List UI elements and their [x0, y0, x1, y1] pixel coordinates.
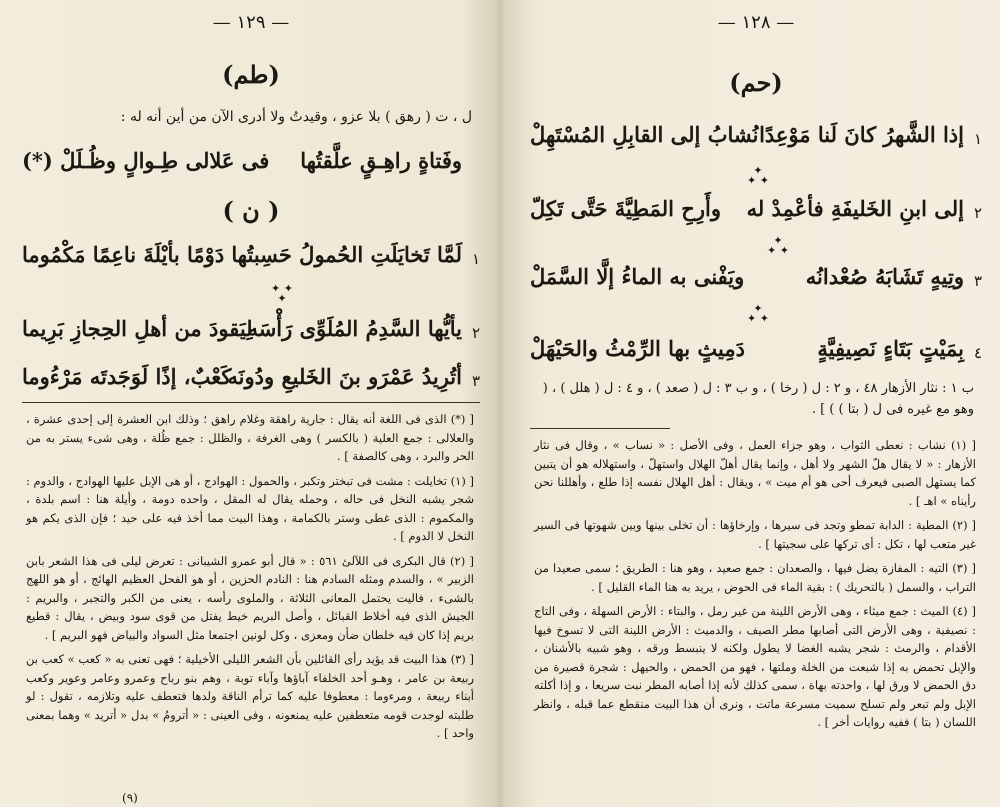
- verse-number: ١: [973, 130, 982, 148]
- hemistich-second: فى عَلالى طِـوالٍ وظُـلَلْ (*): [22, 148, 270, 173]
- verse-number: ٤: [973, 344, 982, 362]
- verse-number: ٢: [973, 204, 982, 222]
- hemistich-first: وفَتاةٍ راهِـقٍ علَّقتُها: [300, 148, 462, 173]
- verse-line-3: [530, 264, 982, 304]
- footnote: [ (١) تخايلت : مشت فى تبختر وتكبر ، والحمول : الهوادج ، أو هى الإبل عليها الهوادج ، والدوم : شجر يشبه النخل فى حاله ، وحمله يقال له المقل ، واحده دومة ، وأيلة هنا : اسم بلدة ، والمكموم : الذى غطى وستر بالكمامة ، وهذا البيت مما أخذ فيه على حيد ؛ فإن الذى يكم هو النخل لا الدوم ] .: [26, 473, 474, 543]
- footnote: [ (٣) هذا البيت قد يؤيد رأى القائلين بأن الشعر الليلى الأخيلية ؛ فهى تعنى به « كعب » كعب بن ربيعة بن عامر ، وهـو أحد الخلفاء آباؤها وآباء توبة ، وهم بنو رباح وعمرو وعامر وعوير وكعب أبناء ربيعة ، ومرءوما : معطوفا عليه كما ترأم الناقة ولدها فتعطف عليه وتلازمه ، تقول : لو طلبته لوجدت قومه متعطفين عليه يمنعونه ، وفى العينى : « أترومُ » بدل « أتريد » وهما بمعنى واحد ] .: [26, 652, 474, 740]
- verse-line-4: [530, 336, 982, 376]
- hemistich-first: يأيُّها السَّدِمُ المُلَوِّى رَأْسَه: [247, 316, 462, 341]
- footnote: [ (*) الذى فى اللغة أنه يقال : جارية راهقة وغلام راهق ؛ وذلك ابن العشرة إلى إحدى عشرة ، والعلالى : جمع العلية ( بالكسر ) وهى الغرفة ، والظلل : جمع ظُلة ، وهى شىء يستر به من الحر والبرد ، وهى كالصفة ] .: [26, 412, 474, 463]
- verse-line-2: [530, 196, 982, 236]
- page-number: — ١٢٨ —: [717, 12, 795, 33]
- verse-line-3: [22, 364, 480, 404]
- verse-line-1: [530, 122, 982, 162]
- hemistich-second: دَوْمًا بأيْلَةَ ناعِمًا مَكْمُوما: [22, 242, 225, 267]
- hemistich-second: ويَفْنى به الماءُ إلَّا السَّمَلْ: [530, 264, 745, 289]
- left-page: [22, 0, 480, 807]
- footnotes: [26, 410, 474, 749]
- hemistich-first: إذا الشَّهرُ كانَ لَنا مَوْعِدًا: [759, 122, 964, 147]
- notes-divider: [22, 402, 480, 403]
- verse-separator-ornament: ✦ ✦ ✦: [747, 164, 769, 187]
- sources-line: ب ١ : نثار الأزهار ٤٨ ، و ٢ : ل ( رخا ) ، و ب ٣ : ل ( صعد ) ، و ٤ : ل ( هلل ) ، ( وهو مع غيره فى ل ( بتا ) ) ] .: [542, 381, 974, 417]
- hemistich-second: وأَرِحِ المَطِيَّةَ حَتَّى تَكِلّ: [530, 196, 721, 221]
- intro-line: ل ، ت ( رهق ) بلا عزو ، وقيدتُ ولا أدرى الآن من أين أنه له :: [120, 109, 472, 125]
- verse-line-2: [22, 316, 480, 356]
- hemistich-first: إلى ابنِ الخَليفَةِ فأعْمِدْ له: [746, 196, 964, 221]
- footnote: [ (٣) التيه : المفازة يضل فيها ، والصعدان : جمع صعيد ، وهو هنا : الطريق ؛ سمى صعيدا من التراب ، والسمل ( بالتحريك ) : بقية الماء فى الحوض ، يريد به هنا الماء القليل ] .: [534, 561, 976, 594]
- verse-number: ٣: [973, 272, 982, 290]
- hemistich-second: لِيَقودَ من أهلِ الحِجازِ بَرِيما: [22, 316, 253, 341]
- hemistich-first: لَمَّا تَخايَلَتِ الحُمولُ حَسِبتُها: [231, 242, 462, 267]
- footnote: [ (٤) الميث : جمع ميثاء ، وهى الأرض اللينة من غير رمل ، والبتاء : الأرض السهلة ، وفى التاج : نصيفية ، وهى الأرض التى أصابها مطر الصيف ، والدميث : الأرض اللينة التى لا تسوخ فيها الأقدام ، والرمث : شجر يشبه الغضا لا يطول ولكنه لا ينبسط ورقه ، وهو شبيه بالأشنان ، والإبل تحمض به إذا شبعت من الخلة وملتها ، فهو من الحمض ، والحيهل : شجرة قصيرة من دق الحمض لا ورق لها ، واحدته بهاة ، سمى كذلك لأنه إذا أصابه المطر نبت سريعا ، و إذا أكلته الإبل ولم تبعر ولم تسلح سميت مسرعة ماتت ، ونرى أن هذا البيت منقطع عما قبله ، وانظر اللسان ( بتا ) ففيه روايات أخر ] .: [534, 604, 976, 729]
- verse-separator-ornament: ✦ ✦ ✦: [747, 302, 769, 325]
- notes-divider: [530, 428, 670, 429]
- hemistich-second: دَمِيثٍ بها الرِّمْثُ والحَيْهَلْ: [530, 336, 745, 361]
- footnote: [ (٢) قال البكرى فى اللآلئ ٥٦١ : « قال أبو عمرو الشيبانى : تعرض ليلى فى هذا الشعر بابن الزبير » ، والسدم ومثله السادم هنا : النادم الحزين ، أو هو الفحل العظيم الهائج ، أو هو اللهج بالشىء ، فاليت يحتمل المعانى الثلاثة ، والملوى رأسه ، يعنى من الكبر والتجبر ، والبريم : الجيش الذى فيه أخلاط القبائل ، وأصل البريم خيط يفتل من قوى سود وبيض ، يقال : قطيع بريم إذا كان فيه خلطان ضأن ومعزى ، وكل لونين اجتمعا مثل السواد والبياض فهو البريم ] .: [26, 553, 474, 642]
- hemistich-first: وتِيهٍ تَشَابَهُ صُعْدانُه: [805, 264, 964, 289]
- verse-separator-ornament: ✦ ✦ ✦: [271, 282, 293, 305]
- verse-number: ٢: [471, 324, 480, 342]
- hemistich-second: كَعْبٌ، إذًا لَوَجَدتَه مَرْءُوما: [22, 364, 232, 389]
- verse-line-0: [22, 148, 480, 188]
- hemistich-first: بِمَيْتٍ بَتَاءٍ نَصِيفِيَّةٍ: [817, 336, 964, 361]
- right-page: [530, 0, 982, 807]
- section-title-nun: ( ن ): [222, 196, 280, 225]
- verse-number: ١: [471, 250, 480, 268]
- footnotes: [534, 436, 976, 738]
- page-number: — ١٢٩ —: [212, 12, 290, 33]
- section-title-hm: (حم): [729, 68, 783, 97]
- signature-mark: (٩): [122, 791, 138, 805]
- verse-separator-ornament: ✦ ✦ ✦: [767, 234, 789, 257]
- verse-line-1: [22, 242, 480, 282]
- hemistich-second: نُشابُ إلى القابِلِ المُسْتَهِلْ: [530, 122, 759, 147]
- verse-number: ٣: [471, 372, 480, 390]
- footnote: [ (١) نشاب : نعطى الثواب ، وهو جزاء العمل ، وفى الأصل : « نساب » ، وقال فى نثار الأزهار : « لا يقال هلّ الشهر ولا أهل ، وإنما يقال أهلّ الهلال واستهلّ ، واستهلاله هو أن يتبين كما يستهل الصبى فيعرف أحى هو أم ميت » ، ويقال : أهل الهلال نفسه إذا طلع ، وأهللنا نحن رأيناه » اهـ ] .: [534, 438, 976, 508]
- section-title-tm: (طم): [222, 60, 280, 89]
- hemistich-first: أتُرِيدُ عَمْرَو بنَ الخَليعِ ودُونَه: [227, 364, 462, 389]
- footnote: [ (٢) المطية : الدابة تمطو وتجد فى سيرها ، وإرخاؤها : أن تخلى بينها وبين شهوتها فى السير غير متعب لها ، تكل : أى تركها على سجيتها ] .: [534, 518, 976, 551]
